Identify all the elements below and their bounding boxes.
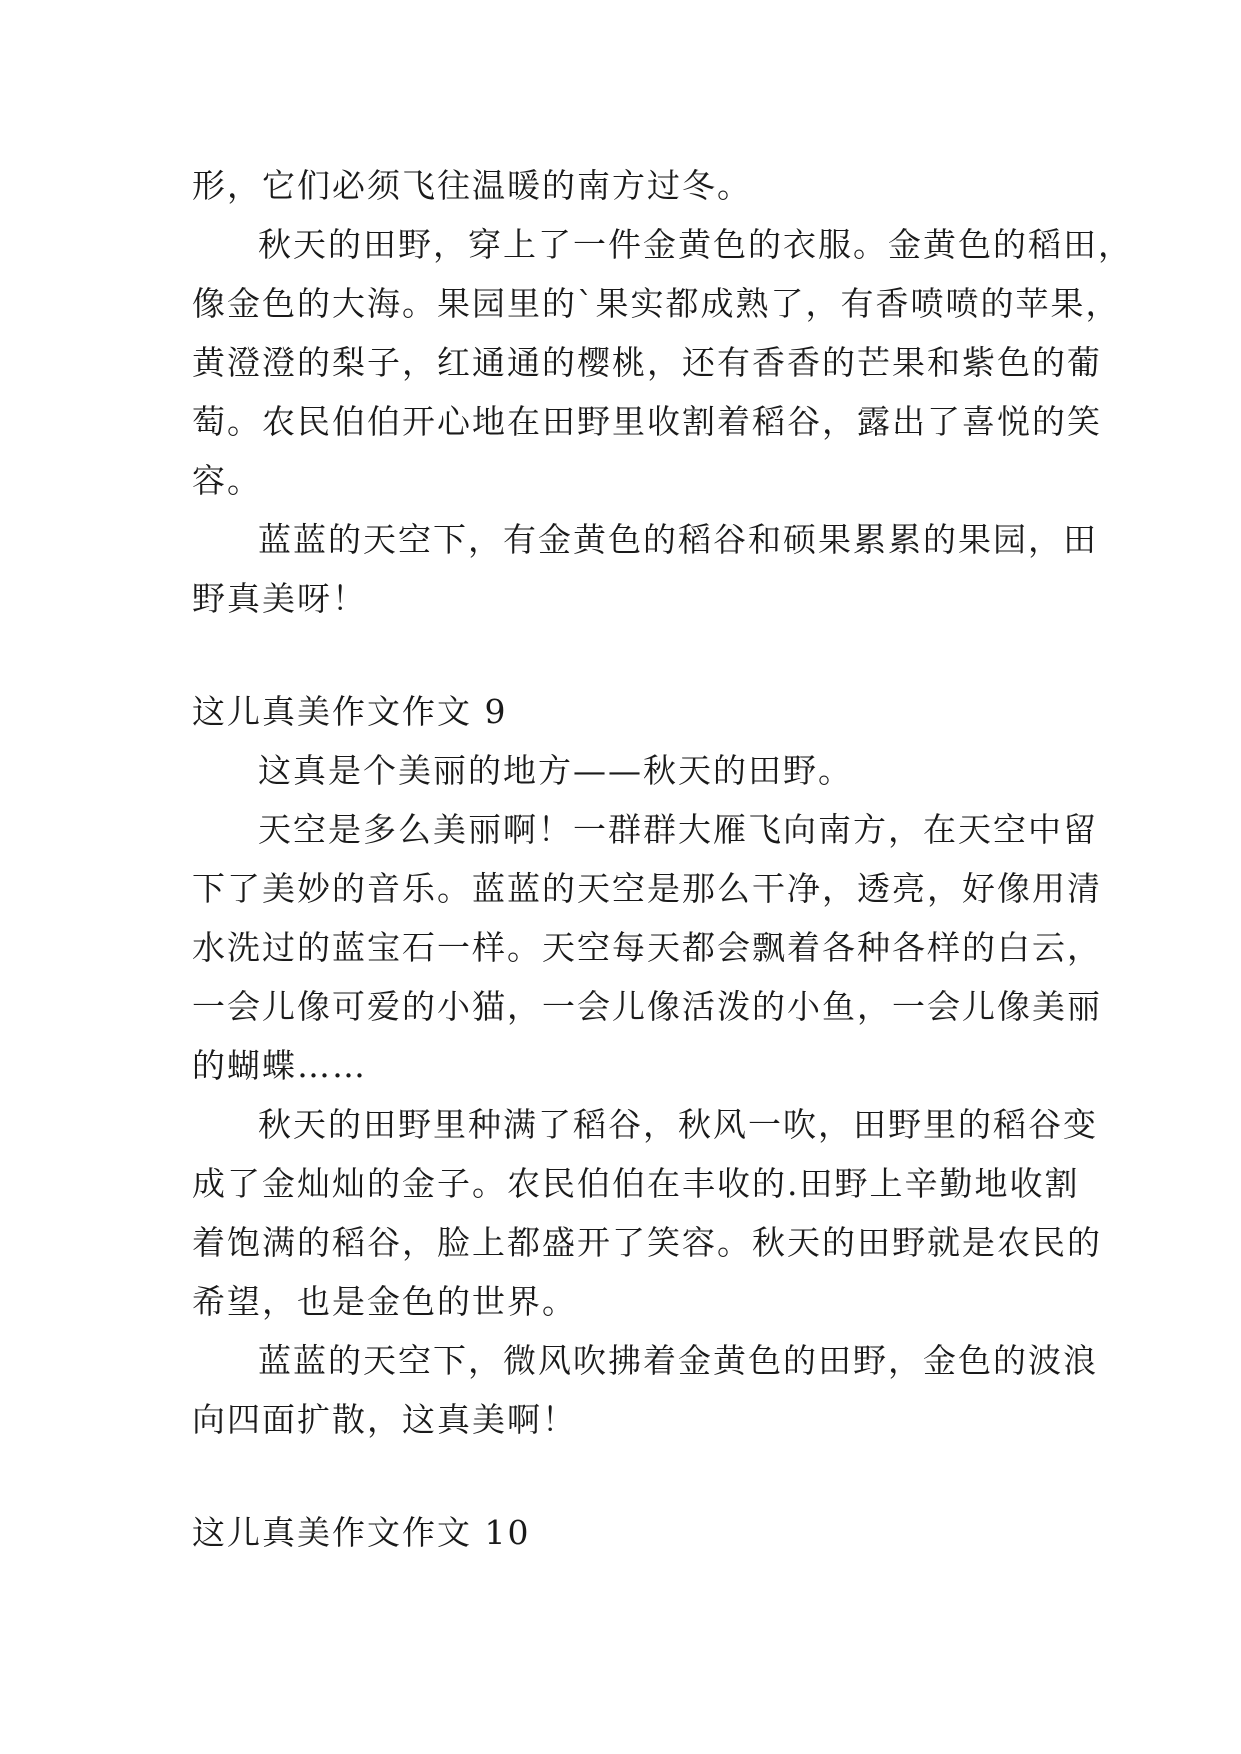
paragraph-line: 形，它们必须飞往温暖的南方过冬。 [192, 166, 752, 205]
paragraph-line: 成了金灿灿的金子。农民伯伯在丰收的.田野上辛勤地收割 [192, 1164, 1080, 1203]
paragraph-line: 下了美妙的音乐。蓝蓝的天空是那么干净，透亮，好像用清 [192, 869, 1102, 908]
paragraph-line: 蓝蓝的天空下，微风吹拂着金黄色的田野，金色的波浪 [258, 1341, 1098, 1380]
section-title-10: 这儿真美作文作文 10 [192, 1513, 531, 1552]
paragraph-line: 蓝蓝的天空下，有金黄色的稻谷和硕果累累的果园，田 [258, 520, 1098, 559]
paragraph-line: 野真美呀！ [192, 579, 367, 618]
paragraph-line: 萄。农民伯伯开心地在田野里收割着稻谷，露出了喜悦的笑 [192, 402, 1102, 441]
document-body [192, 156, 1133, 1562]
paragraph-line: 希望，也是金色的世界。 [192, 1282, 577, 1321]
paragraph-line: 像金色的大海。果园里的`果实都成熟了，有香喷喷的苹果， [192, 284, 1121, 323]
section-spacer [192, 628, 1072, 682]
section-title-9: 这儿真美作文作文 9 [192, 692, 508, 731]
paragraph-line: 向四面扩散，这真美啊！ [192, 1400, 577, 1439]
paragraph-line: 秋天的田野，穿上了一件金黄色的衣服。金黄色的稻田， [258, 225, 1133, 264]
paragraph-line: 的蝴蝶…… [192, 1046, 367, 1085]
paragraph-line: 秋天的田野里种满了稻谷，秋风一吹，田野里的稻谷变 [258, 1105, 1098, 1144]
section-spacer [192, 1449, 1072, 1503]
paragraph-line: 容。 [192, 461, 262, 500]
paragraph-line: 水洗过的蓝宝石一样。天空每天都会飘着各种各样的白云， [192, 928, 1102, 967]
paragraph-line: 天空是多么美丽啊！一群群大雁飞向南方，在天空中留 [258, 810, 1098, 849]
paragraph-line: 这真是个美丽的地方——秋天的田野。 [258, 751, 853, 790]
paragraph-line: 一会儿像可爱的小猫，一会儿像活泼的小鱼，一会儿像美丽 [192, 987, 1102, 1026]
paragraph-line: 黄澄澄的梨子，红通通的樱桃，还有香香的芒果和紫色的葡 [192, 343, 1102, 382]
paragraph-line: 着饱满的稻谷，脸上都盛开了笑容。秋天的田野就是农民的 [192, 1223, 1102, 1262]
